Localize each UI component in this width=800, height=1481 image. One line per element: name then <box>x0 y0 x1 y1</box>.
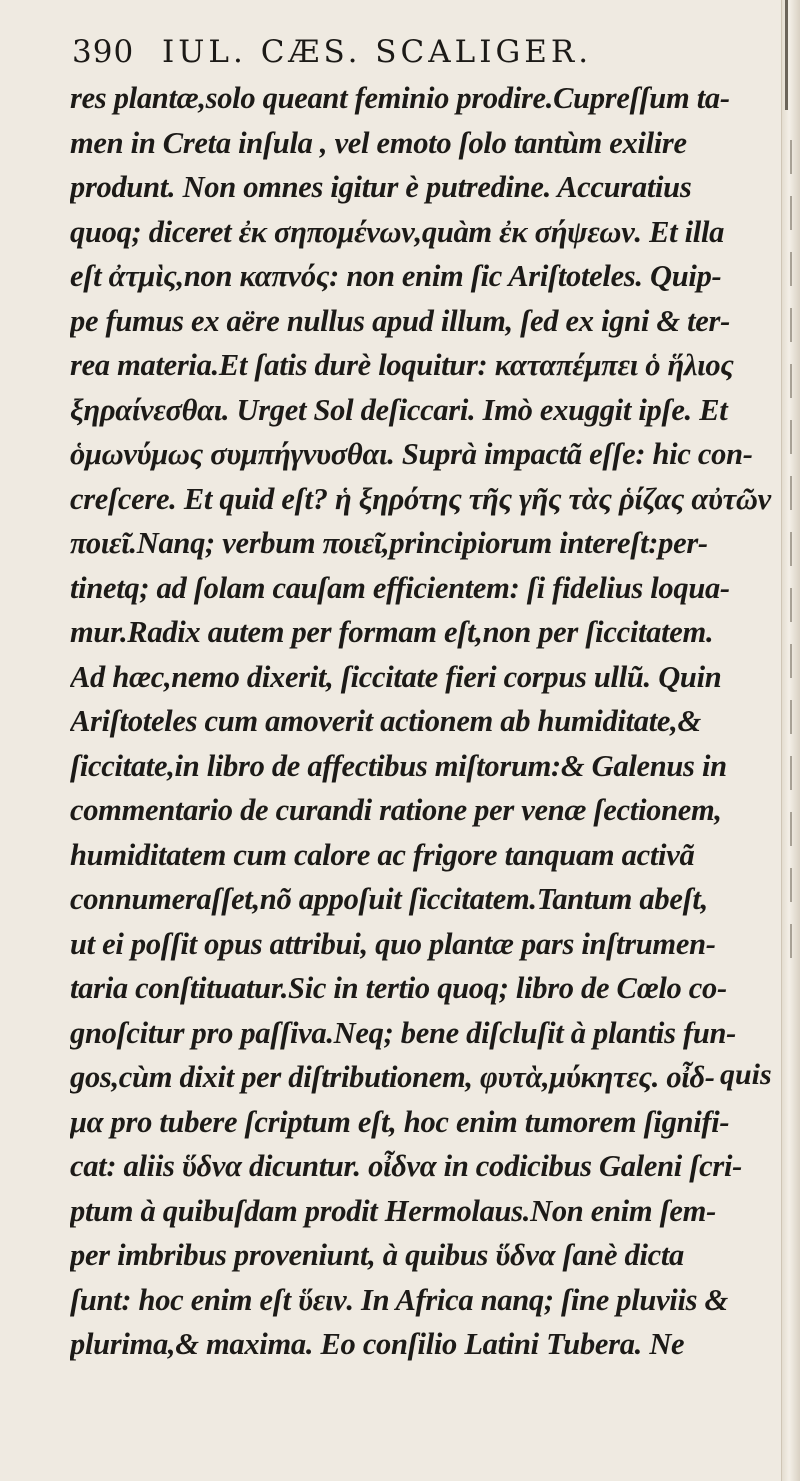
text-line: Ad hæc,nemo dixerit, ſiccitate fieri corpus ullũ. Quin <box>70 659 722 694</box>
text-line: μα pro tubere ſcriptum eſt, hoc enim tumorem ſignifi- <box>70 1104 730 1139</box>
text-line: per imbribus proveniunt, à quibus ὕδνα ſanè dicta <box>70 1238 684 1272</box>
text-line: tinetq; ad ſolam cauſam efficientem: ſi fidelius loqua- <box>70 570 730 605</box>
page-edge-shadow <box>785 0 788 110</box>
text-line: cat: aliis ὕδνα dicuntur. οἶδνα in codicibus Galeni ſcri- <box>70 1149 742 1183</box>
running-header <box>72 34 770 78</box>
text-line: ut ei poſſit opus attribui, quo plantæ pars inſtrumen- <box>70 926 716 961</box>
text-line: connumeraſſet,nõ appoſuit ſiccitatem.Tantum abeſt, <box>70 882 708 916</box>
catchword: quis <box>720 1058 772 1091</box>
text-line: plurima,& maxima. Eo conſilio Latini Tubera. Ne <box>70 1327 685 1361</box>
text-line: humiditatem cum calore ac frigore tanquam activã <box>70 837 695 872</box>
text-line: quoq; diceret ἐκ σηπομένων,quàm ἐκ σήψεων. Et illa <box>70 214 725 249</box>
text-line: ſiccitate,in libro de affectibus miſtorum:& Galenus in <box>70 748 727 783</box>
page-edge-text-bleed <box>790 140 792 960</box>
text-line: ſunt: hoc enim eſt ὕειν. In Africa nanq; ſine pluviis & <box>70 1282 728 1317</box>
text-line: pe fumus ex aëre nullus apud illum, ſed ex igni & ter- <box>70 303 730 338</box>
text-line: rea materia.Et ſatis durè loquitur: καταπέμπει ὁ ἥλιος <box>70 348 734 382</box>
text-line: ποιεῖ.Nanq; verbum ποιεῖ,principiorum intereſt:per- <box>70 526 708 560</box>
text-line: produnt. Non omnes igitur è putredine. Accuratius <box>70 170 692 204</box>
text-line: commentario de curandi ratione per venæ ſectionem, <box>70 793 722 827</box>
running-title: IUL. CÆS. SCALIGER. <box>162 34 593 70</box>
text-line: ptum à quibuſdam prodit Hermolaus.Non enim ſem- <box>70 1193 716 1228</box>
text-line: creſcere. Et quid eſt? ἡ ξηρότης τῆς γῆς τὰς ῥίζας αὐτῶν <box>70 481 771 516</box>
text-line: gnoſcitur pro paſſiva.Neq; bene diſcluſit à plantis fun- <box>70 1015 737 1050</box>
body-text <box>70 76 782 1367</box>
text-line: ξηραίνεσθαι. Urget Sol deſiccari. Imò exuggit ipſe. Et <box>70 392 728 427</box>
text-line: mur.Radix autem per formam eſt,non per ſiccitatem. <box>70 615 714 649</box>
text-line: ὁμωνύμως συμπήγνυσθαι. Suprà impactã eſſe: hic con- <box>70 437 753 471</box>
text-line: taria conſtituatur.Sic in tertio quoq; libro de Cœlo co- <box>70 971 727 1005</box>
text-line: Ariſtoteles cum amoverit actionem ab humiditate,& <box>70 704 701 738</box>
page-number: 390 <box>72 34 135 70</box>
text-line: res plantæ,solo queant feminio prodire.Cupreſſum ta- <box>70 81 730 115</box>
text-line: gos,cùm dixit per diſtributionem, φυτὰ,μύκητες. οἶδ- <box>70 1060 715 1094</box>
text-line: men in Creta inſula , vel emoto ſolo tantùm exilire <box>70 125 687 160</box>
text-line: eſt ἀτμὶς,non καπνός: non enim ſic Ariſtoteles. Quip- <box>70 259 722 293</box>
